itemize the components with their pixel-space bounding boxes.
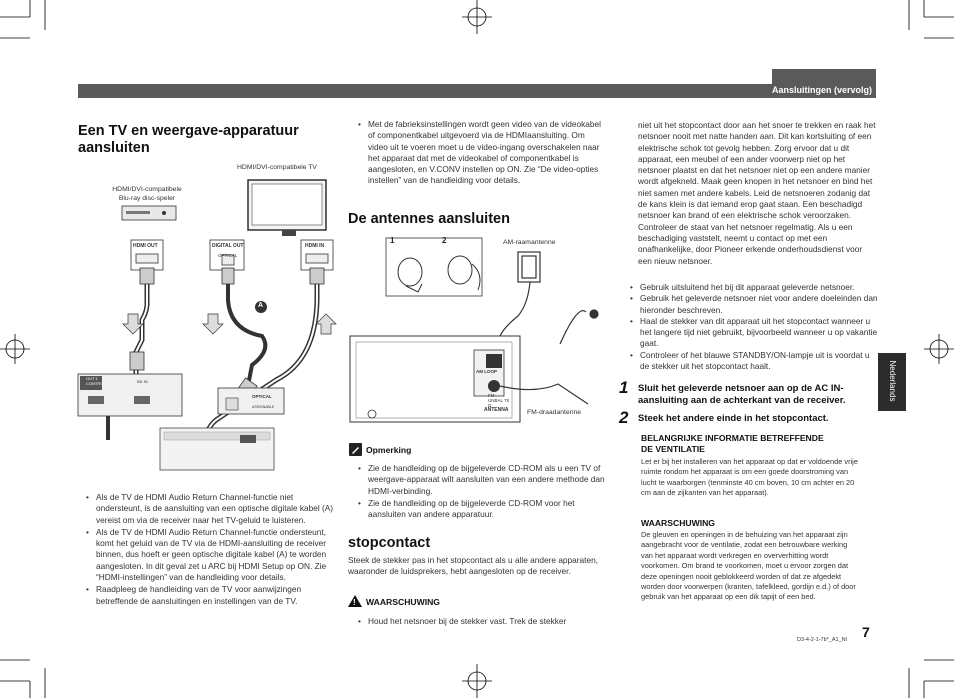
list-item: • Met de fabrieksinstellingen wordt geen video van de videokabel of componentkabel uitgevoerd via de HDMIaansluiting. Om video uit te voeren moet u de video-ingang overschakelen naar het apparaat dat met de videokabel of componentkabel is aangesloten, en V.CONV instellen op ON. Zie “De video-opties instellen” van de handleiding voor details. xyxy=(358,119,606,187)
list-item: • Houd het netsnoer bij de stekker vast. Trek de stekker xyxy=(358,616,606,627)
left-bullet-list xyxy=(86,492,336,607)
warning-icon-mark: ! xyxy=(353,598,356,607)
am-loop-antenna xyxy=(498,252,540,344)
list-item: • Zie de handleiding op de bijgeleverde CD-ROM als u een TV of weergave-apparaat wilt aansluiten van een andere methode dan HDMI-verbinding. xyxy=(358,463,606,497)
optical-in-label: OPTICAL xyxy=(252,394,272,399)
tv-illustration xyxy=(248,180,326,236)
am-loop-label: AM LOOP xyxy=(476,369,497,374)
section-title-line2: aansluiten xyxy=(78,140,150,156)
step1-number: 1 xyxy=(619,378,629,397)
section-title-line1: Een TV en weergave-apparatuur xyxy=(78,123,299,139)
list-item: • Zie de handleiding op de bijgeleverde CD-ROM voor het aansluiten van andere apparatuur. xyxy=(358,498,606,521)
header-bar xyxy=(78,84,876,98)
player-caption-line2: Blu-ray disc-speler xyxy=(118,195,176,202)
ventilation-title-line2: DE VENTILATIE xyxy=(641,443,705,454)
section-title-tv xyxy=(78,123,338,157)
warning-bullet xyxy=(358,616,606,627)
ventilation-warning-title: WAARSCHUWING xyxy=(641,518,715,528)
antenna-section-title: De antennes aansluiten xyxy=(348,211,510,227)
marker-a: A xyxy=(258,302,264,309)
note-title: Opmerking xyxy=(366,445,412,455)
player-caption-line1: HDMI/DVI-compatibele xyxy=(112,186,182,193)
hdmi-in-label: HDMI IN xyxy=(305,243,325,249)
step2-text: Steek het andere einde in het stopcontact. xyxy=(638,413,829,424)
header-section-title: Aansluitingen (vervolg) xyxy=(771,85,872,95)
language-tab-label: Nederlands xyxy=(888,360,897,402)
document-code: D3-4-2-1-7b*_A1_Nl xyxy=(797,637,847,643)
assignable-label: ASSIGNABLE xyxy=(252,405,275,409)
optical-label: OPTICAL xyxy=(218,253,238,258)
bd-in-label: BD IN xyxy=(137,379,148,384)
fm-antenna-caption: FM-draadantenne xyxy=(527,409,582,416)
note-bullet-list xyxy=(358,463,606,520)
note-icon xyxy=(349,443,362,456)
digital-out-label: DIGITAL OUT xyxy=(212,243,244,249)
list-item: • Als de TV de HDMI Audio Return Channel-functie niet ondersteunt, is de aansluiting van een optische digitale kabel (A) vereist om via de receiver naar het TV-geluid te luisteren. xyxy=(86,492,336,526)
ventilation-title-line1: BELANGRIJKE INFORMATIE BETREFFENDE xyxy=(641,433,824,443)
list-item: • Haal de stekker van dit apparaat uit het stopcontact wanneer u het langere tijd niet gebruikt, bijvoorbeeld wanneer u op vakantie gaat. xyxy=(630,316,878,350)
page-number: 7 xyxy=(862,624,870,640)
antenna-step1: 1 xyxy=(390,236,395,245)
tv-connection-diagram xyxy=(76,160,340,476)
bluray-player-illustration xyxy=(122,206,176,220)
fm-unbal-label: FM UNBAL 75 Ω xyxy=(488,393,510,408)
power-cord-paragraph: niet uit het stopcontact door aan het snoer te trekken en raak het netsnoer nooit met natte handen aan. Dit kan kortsluiting of een elektrische schok tot gevolg hebben. Zorg ervoor dat u dit apparaat, een meubel of een ander voorwerp niet op het netsnoer plaatst en dat het netsnoer niet op een andere manier wordt afgekneld. Maak geen knopen in het netsnoer en bind het niet samen met andere kabels. Leid de netsnoeren zodanig dat de kans klein is dat iemand erop gaat staan. Een beschadigd netsnoer kan brand of een elektrische schok veroorzaken. Controleer de staat van het netsnoer regelmatig. Als u een beschadiging vaststelt, neemt u contact op met een onafhankelijke, door Pioneer erkende onderhoudsdienst voor een nieuw netsnoer. xyxy=(638,120,876,266)
ventilation-paragraph: Let er bij het installeren van het apparaat op dat er voldoende vrije ruimte rondom het apparaat is om een goede doorstroming van lucht te waarborgen (tenminste 40 cm boven, 10 cm achter en 20 cm aan de zijkanten van het apparaat). xyxy=(641,457,858,498)
antenna-step2: 2 xyxy=(442,236,447,245)
antenna-diagram xyxy=(348,234,606,424)
ventilation-title xyxy=(641,433,881,454)
out-control-label: OUT 1 CONTROL xyxy=(86,376,106,386)
tv-caption: HDMI/DVI-compatibele TV xyxy=(237,164,317,171)
ventilation-warning-paragraph: De gleuven en openingen in de behuizing van het apparaat zijn aangebracht voor de ventilatie, zodat een betrouwbare werking van het apparaat wordt verkregen en oververhitting wordt voorkomen. Om brand te voorkomen, moet u ervoor zorgen dat deze openingen nooit geblokkeerd worden of dat ze afgedekt worden door voorwerpen (kranten, tafelkleed, gordijn e.d.) of door gebruik van het apparaat op een dik tapijt of een bed. xyxy=(641,530,856,602)
player-caption xyxy=(92,185,202,203)
step1-text: Sluit het geleverde netsnoer aan op de AC IN-aansluiting aan de achterkant van de receiver. xyxy=(638,383,846,406)
antenna-label: ANTENNA xyxy=(484,407,509,413)
stop-section-title: stopcontact xyxy=(348,535,431,551)
list-item: • Controleer of het blauwe STANDBY/ON-lampje uit is voordat u de stekker uit het stopcontact haalt. xyxy=(630,350,878,373)
power-bullet-list xyxy=(630,282,878,372)
list-item: • Als de TV de HDMI Audio Return Channel-functie ondersteunt, komt het geluid van de TV via de HDMI-aansluiting de receiver binnen, dus hoeft er geen optische digitale kabel (A) te worden aangesloten. In dit geval zet u ARC bij HDMI Setup op ON. Zie “HDMI-instellingen” van de handleiding voor details. xyxy=(86,527,336,583)
stop-paragraph: Steek de stekker pas in het stopcontact als u alle andere apparaten, waaronder de luidsprekers, hebt aangesloten op de receiver. xyxy=(348,555,598,577)
warning-title: WAARSCHUWING xyxy=(366,597,440,607)
list-item: • Raadpleeg de handleiding van de TV voor aanwijzingen betreffende de aansluitingen en instellingen van de TV. xyxy=(86,584,336,607)
step2-number: 2 xyxy=(619,408,629,427)
list-item: • Gebruik het geleverde netsnoer niet voor andere doeleinden dan hieronder beschreven. xyxy=(630,293,878,316)
video-note-bullet xyxy=(358,119,606,187)
am-antenna-caption: AM-raamantenne xyxy=(503,239,556,246)
hdmi-out-label: HDMI OUT xyxy=(133,243,158,249)
list-item: • Gebruik uitsluitend het bij dit apparaat geleverde netsnoer. xyxy=(630,282,878,293)
